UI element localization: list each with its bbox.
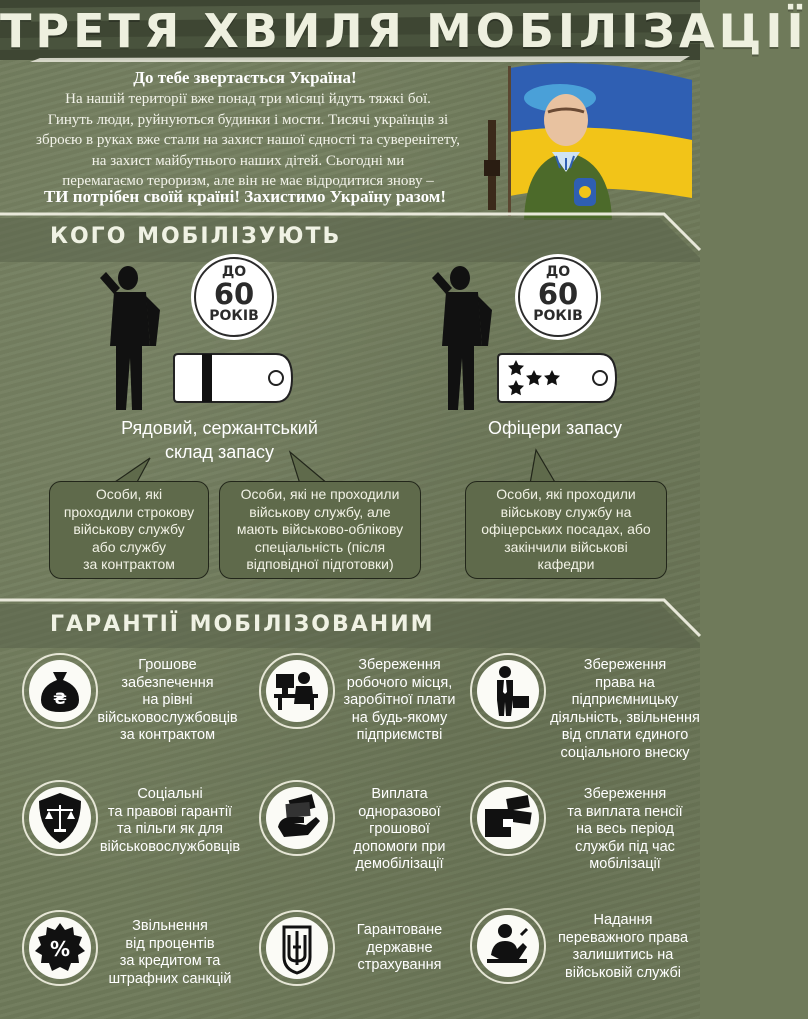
page-title: ТРЕТЯ ХВИЛЯ МОБІЛІЗАЦІЇ: [0, 4, 808, 58]
svg-text:%: %: [49, 937, 71, 961]
callout-line: відповідної підготовки): [246, 556, 394, 572]
intro-line: Гинуть люди, руйнуються будинки і мости. Тисячі українців зі: [47, 111, 449, 128]
callout-line: офіцерських посадах, або: [481, 521, 651, 537]
intro-heading: До тебе звертається Україна!: [133, 68, 357, 87]
soldier-signing-icon: [470, 908, 546, 984]
guarantee-text: [337, 786, 462, 874]
guarantee-line: від процентів: [125, 935, 215, 952]
guarantee-text: [337, 657, 462, 745]
guarantee-line: військовій службі: [565, 964, 681, 981]
section-title-who: КОГО МОБІЛІЗУЮТЬ: [50, 224, 342, 249]
guarantee-line: діяльність, звільнення: [550, 709, 700, 726]
trident-icon: [259, 910, 335, 986]
age-badge-prefix: ДО: [545, 264, 571, 280]
intro-line: на захист майбутнього наших дітей. Сьогодні ми: [91, 152, 405, 169]
guarantee-line: військовослужбовців: [99, 838, 241, 855]
callout-line: кафедри: [537, 556, 595, 572]
guarantee-line: заробітної плати: [343, 692, 456, 708]
guarantee-line: військовослужбовців: [97, 709, 238, 726]
callout-line: військову службу на: [500, 503, 632, 520]
guarantee-line: Гарантоване: [356, 922, 443, 938]
guarantee-text: [548, 912, 698, 982]
rank-label-line: Рядовий, сержантський: [121, 418, 318, 438]
guarantee-line: та пільги як для: [116, 821, 224, 837]
guarantee-line: залишитись на: [572, 947, 674, 963]
age-badge: [194, 257, 274, 337]
guarantee-line: Звільнення: [132, 918, 208, 934]
guarantee-text: [95, 786, 245, 856]
callout-line: закінчили військові: [504, 538, 628, 555]
guarantee-line: підприємницьку: [571, 692, 679, 708]
saluting-soldier-icon: [96, 262, 166, 412]
age-badge: [518, 257, 598, 337]
callout-line: або службу: [91, 538, 167, 555]
rank-label-line: склад запасу: [164, 442, 275, 462]
intro-call: ТИ потрібен своїй країні! Захистимо Україну разом!: [43, 187, 447, 206]
epaulette-stripe-icon: [172, 350, 296, 406]
guarantee-text: [550, 657, 700, 762]
scales-shield-icon: [22, 780, 98, 856]
wallet-icon: [470, 780, 546, 856]
guarantee-line: демобілізації: [355, 856, 444, 872]
callout-enlisted-not-served: [219, 481, 421, 579]
guarantee-text: [550, 786, 700, 874]
guarantee-line: підприємстві: [356, 727, 443, 743]
guarantee-text: [337, 922, 462, 975]
office-worker-icon: [259, 653, 335, 729]
guarantee-line: від сплати єдиного: [561, 727, 689, 743]
guarantee-line: Надання: [593, 912, 653, 928]
guarantee-line: державне: [366, 939, 433, 956]
guarantee-line: на рівні: [142, 692, 193, 708]
age-badge-unit: РОКІВ: [209, 308, 259, 324]
soldier-flag-illustration: [470, 60, 700, 220]
callout-line: Особи, які: [95, 486, 163, 502]
guarantee-text: [95, 918, 245, 988]
guarantee-line: мобілізації: [589, 856, 661, 872]
guarantee-line: Збереження: [358, 657, 441, 673]
rank-label-officers: [470, 416, 640, 440]
guarantee-line: за контрактом: [119, 727, 216, 743]
guarantee-line: одноразової: [358, 803, 441, 820]
guarantee-line: переважного права: [557, 929, 689, 946]
callout-line: Особи, які не проходили: [240, 486, 400, 502]
guarantee-line: служби під час: [575, 838, 675, 855]
intro-line: зброєю в руках вже стали на захист нашої єдності та суверенітету,: [36, 132, 460, 149]
guarantee-line: страхування: [357, 957, 442, 973]
age-badge-number: 60: [537, 277, 579, 311]
callout-line: Особи, які проходили: [496, 486, 636, 502]
intro-body: [8, 89, 488, 192]
guarantee-line: допомоги при: [353, 838, 446, 855]
guarantee-line: на весь період: [576, 821, 674, 837]
money-bag-icon: [22, 653, 98, 729]
guarantee-line: та виплата пенсії: [567, 803, 683, 820]
percent-badge-icon: [22, 910, 98, 986]
callout-line: за контрактом: [83, 556, 175, 572]
rank-label-line: Офіцери запасу: [487, 418, 622, 438]
age-badge-unit: РОКІВ: [533, 308, 583, 324]
svg-text:₴: ₴: [53, 689, 67, 708]
intro-line: перемагаємо тероризм, але він не має відродитися знову –: [62, 173, 434, 190]
guarantee-line: грошової: [369, 821, 430, 837]
age-badge-number: 60: [213, 277, 255, 311]
saluting-officer-icon: [428, 262, 498, 412]
callout-line: проходили строкову: [63, 503, 195, 520]
intro-line: На нашій території вже понад три місяці йдуть тяжкі бої.: [65, 91, 431, 107]
guarantee-line: на будь-якому: [351, 709, 448, 726]
guarantee-line: права на: [595, 674, 655, 691]
guarantee-line: Грошове: [138, 657, 197, 673]
callout-line: спеціальність (після: [254, 538, 386, 555]
guarantee-line: Збереження: [583, 657, 667, 673]
businessman-icon: [470, 653, 546, 729]
guarantee-line: Соціальні: [137, 786, 203, 802]
cash-hand-icon: [259, 780, 335, 856]
guarantee-line: та правові гарантії: [107, 803, 233, 820]
epaulette-stars-icon: [496, 350, 620, 406]
guarantee-line: робочого місця,: [346, 674, 453, 691]
guarantee-line: за кредитом та: [119, 953, 221, 969]
callout-line: військову службу: [73, 521, 185, 537]
age-badge-prefix: ДО: [221, 264, 247, 280]
guarantee-line: соціального внеску: [560, 744, 690, 761]
callout-line: військову службу, але: [249, 503, 391, 520]
guarantee-text: [95, 657, 240, 745]
callout-line: мають військово-облікову: [236, 521, 404, 537]
callout-officers: [465, 481, 667, 579]
guarantee-line: штрафних санкцій: [108, 970, 232, 987]
guarantee-line: забезпечення: [121, 674, 214, 691]
guarantee-line: Збереження: [583, 786, 667, 802]
callout-enlisted-served: [49, 481, 209, 579]
section-title-guarantees: ГАРАНТІЇ МОБІЛІЗОВАНИМ: [50, 612, 435, 637]
guarantee-line: Виплата: [371, 786, 428, 802]
